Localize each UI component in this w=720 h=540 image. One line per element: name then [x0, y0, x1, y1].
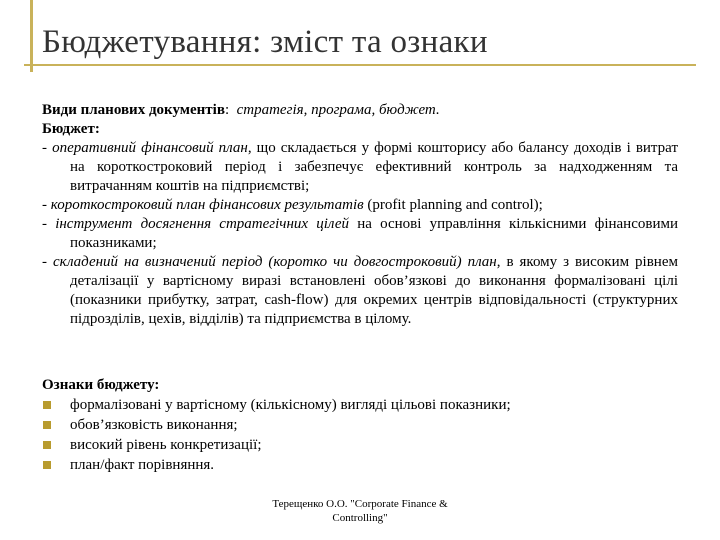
budget-definition-item: [42, 253, 678, 329]
features-item-text: формалізовані у вартісному (кількісному) вигляді цільові показники;: [70, 397, 511, 413]
doc-types-value: стратегія, програма, бюджет.: [236, 102, 440, 118]
doc-types-separator: :: [224, 102, 230, 118]
item-term: складений на визначений період (коротко чи довгостроковий) план: [52, 254, 497, 270]
budget-features-section: [42, 375, 678, 475]
square-bullet-icon: [43, 421, 51, 429]
page-title: Бюджетування: зміст та ознаки: [42, 24, 488, 60]
features-list-item: [42, 395, 678, 415]
square-bullet-icon: [43, 401, 51, 409]
title-accent-horizontal-line: [24, 64, 696, 66]
footer-line-2: Controlling": [332, 512, 388, 524]
budget-definition-item: [42, 215, 678, 253]
doc-types-label: Види планових документів: [42, 102, 225, 118]
features-list-item: [42, 415, 678, 435]
item-dash: -: [42, 197, 51, 213]
item-term: оперативний фінансовий план: [52, 140, 248, 156]
footer-line-1: Терещенко О.О. "Corporate Finance &: [272, 498, 448, 510]
features-list-item: [42, 435, 678, 455]
features-item-text: високий рівень конкретизації;: [70, 437, 262, 453]
features-label: Ознаки бюджету:: [42, 377, 160, 393]
item-dash: -: [42, 216, 56, 232]
item-text: (profit planning and control);: [363, 197, 543, 213]
item-text: на основі управління кількісними фінансовими показниками;: [70, 216, 678, 251]
item-term: інструмент досягнення стратегічних цілей: [55, 216, 349, 232]
budget-label: Бюджет:: [42, 121, 100, 137]
item-text: , в якому з високим рівнем деталізації у вартісному виразі встановлені обов’язкові до виконання формалізовані цілі (показники прибутку, затрат, cash-flow) для окремих центрів відповідальності (структурних підрозділів, цехів, відділів) та підприємства в цілому.: [70, 254, 678, 327]
budget-definition-section: [42, 101, 678, 329]
features-item-text: обов’язковість виконання;: [70, 417, 238, 433]
item-text: , що складається у формі кошторису або балансу доходів і витрат на короткостроковий період і забезпечує ефективний контроль за надходженням та витрачанням коштів на підприємстві;: [70, 140, 678, 194]
item-dash: -: [42, 140, 53, 156]
item-dash: -: [42, 254, 53, 270]
budget-definition-item: [42, 196, 678, 215]
square-bullet-icon: [43, 441, 51, 449]
doc-types-line: [42, 101, 678, 120]
footer-citation: [240, 497, 480, 525]
item-term: короткостроковий план фінансових результатів: [50, 197, 364, 213]
budget-definition-item: [42, 139, 678, 196]
square-bullet-icon: [43, 461, 51, 469]
features-list-item: [42, 455, 678, 475]
title-accent-vertical-line: [30, 0, 33, 72]
features-item-text: план/факт порівняння.: [70, 457, 215, 473]
